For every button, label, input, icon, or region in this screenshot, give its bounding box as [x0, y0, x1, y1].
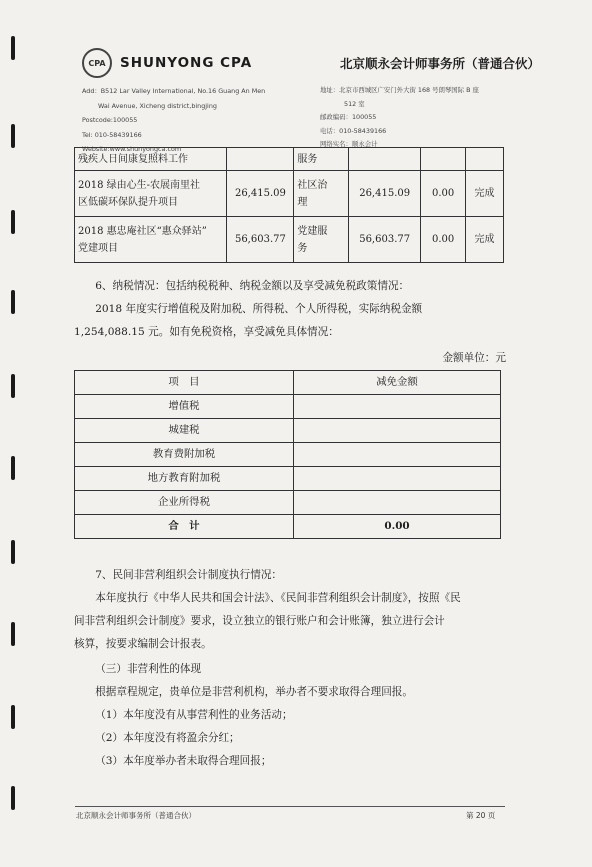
paragraph-line: 根据章程规定，贵单位是非营利机构，举办者不要求取得合理回报。: [95, 686, 413, 698]
cn-web-name: 网络实名：顺永会计: [320, 140, 378, 148]
cell-line: 理: [297, 196, 308, 208]
cpa-logo-icon: [82, 48, 112, 78]
table-row: [75, 419, 501, 443]
section-heading: 7、民间非营利组织会计制度执行情况：: [95, 569, 283, 581]
total-label: 合 计: [75, 515, 294, 539]
paragraph-line: 核算，按要求编制会计报表。: [74, 638, 212, 650]
tax-item: 增值税: [75, 395, 294, 419]
table-cell: [75, 171, 227, 217]
en-address-line: Add：B512 Lar Valley International, No.16 Guang An Men: [82, 87, 266, 95]
cell-line: 社区治: [297, 179, 328, 191]
binder-hole: [11, 124, 15, 148]
table-cell: 26,415.09: [227, 171, 294, 217]
tax-amount: [294, 491, 501, 515]
section-7: [74, 564, 500, 656]
amount-unit: 金额单位：元: [442, 352, 506, 364]
letterhead-left: [82, 48, 322, 157]
tax-relief-table: [74, 370, 501, 539]
table-cell: 26,415.09: [349, 171, 421, 217]
paragraph-line: 间非营利组织会计制度》要求，设立独立的银行账户和会计账簿，独立进行会计: [74, 615, 445, 627]
binder-hole: [11, 374, 15, 398]
tax-item: 企业所得税: [75, 491, 294, 515]
tax-item: 地方教育附加税: [75, 467, 294, 491]
tax-amount: [294, 443, 501, 467]
table-cell: 0.00: [421, 217, 466, 263]
projects-table: [74, 147, 504, 263]
cn-postcode: 邮政编码：100055: [320, 113, 377, 121]
en-tel: Tel: 010-58439166: [82, 130, 142, 139]
tax-amount: [294, 419, 501, 443]
non-profit-section: [74, 658, 500, 773]
binder-hole: [11, 705, 15, 729]
cell-line: 务: [297, 242, 308, 254]
table-header-row: [75, 371, 501, 395]
table-row: [75, 395, 501, 419]
footer-divider: [75, 806, 505, 807]
table-row: [75, 491, 501, 515]
tax-amount: [294, 395, 501, 419]
list-item: （3）本年度举办者未取得合理回报；: [95, 755, 272, 767]
table-cell: 56,603.77: [349, 217, 421, 263]
binder-hole: [11, 540, 15, 564]
table-row: [75, 171, 504, 217]
firm-name: 北京顺永会计师事务所（普通合伙）: [339, 56, 540, 71]
tax-item: 教育费附加税: [75, 443, 294, 467]
cell-line: 2018 绿由心生-农展南里社: [78, 179, 201, 191]
section-6: [74, 275, 500, 344]
tax-amount: [294, 467, 501, 491]
binder-hole: [11, 36, 15, 60]
en-postcode: Postcode:100055: [82, 116, 138, 124]
cell-line: 党建项目: [78, 242, 118, 254]
cn-tel: 电话：010-58439166: [320, 126, 387, 135]
table-cell: [466, 148, 504, 171]
binder-hole: [11, 786, 15, 810]
table-cell: 完成: [466, 171, 504, 217]
cell-line: 2018 惠忠庵社区“惠众驿站”: [78, 225, 207, 237]
binder-hole: [11, 622, 15, 646]
table-cell: [75, 217, 227, 263]
table-row: [75, 148, 504, 171]
en-website: Website:www.shunyongca.com: [82, 145, 182, 153]
cn-address-line: 地址：北京市西城区广安门外大街 168 号朗琴国际 B 座: [320, 86, 479, 94]
letterhead-right: [320, 54, 540, 152]
section-heading: 6、纳税情况：包括纳税税种、纳税金额以及享受减免税政策情况：: [95, 280, 410, 292]
list-item: （1）本年度没有从事营利性的业务活动；: [95, 709, 293, 721]
cell-line: 区低碳环保队提升项目: [78, 196, 178, 208]
table-cell: 0.00: [421, 171, 466, 217]
table-cell: 残疾人日间康复照料工作: [75, 148, 227, 171]
table-row: [75, 443, 501, 467]
en-address-line: Wai Avenue, Xicheng district,bingjing: [98, 101, 217, 110]
table-cell: 服务: [294, 148, 349, 171]
table-row: [75, 467, 501, 491]
table-cell: [294, 171, 349, 217]
column-header: 项 目: [75, 371, 294, 395]
footer-firm-name: 北京顺永会计师事务所（普通合伙）: [76, 811, 196, 820]
brand-name: SHUNYONG CPA: [120, 55, 253, 71]
table-cell: 完成: [466, 217, 504, 263]
binder-hole: [11, 290, 15, 314]
table-cell: [421, 148, 466, 171]
tax-item: 城建税: [75, 419, 294, 443]
list-item: （2）本年度没有将盈余分红；: [95, 732, 240, 744]
binder-hole: [11, 210, 15, 234]
paragraph-line: 本年度执行《中华人民共和国会计法》、《民间非营利组织会计制度》，按照《民: [95, 592, 461, 604]
total-row: [75, 515, 501, 539]
paragraph-line: 1,254,088.15 元。如有免税资格，享受减免具体情况：: [74, 326, 339, 338]
cell-line: 党建服: [297, 225, 328, 237]
binder-hole: [11, 456, 15, 480]
total-value: 0.00: [294, 515, 501, 539]
table-row: [75, 217, 504, 263]
section-heading: （三）非营利性的体现: [95, 663, 202, 675]
table-cell: [349, 148, 421, 171]
page-number: 第 20 页: [466, 811, 496, 820]
cn-address-line: 512 室: [344, 99, 365, 108]
paragraph-line: 2018 年度实行增值税及附加税、所得税、个人所得税，实际纳税金额: [95, 303, 423, 315]
table-cell: 56,603.77: [227, 217, 294, 263]
table-cell: [227, 148, 294, 171]
logo-text: CPA: [88, 58, 106, 68]
column-header: 减免金额: [294, 371, 501, 395]
table-cell: [294, 217, 349, 263]
